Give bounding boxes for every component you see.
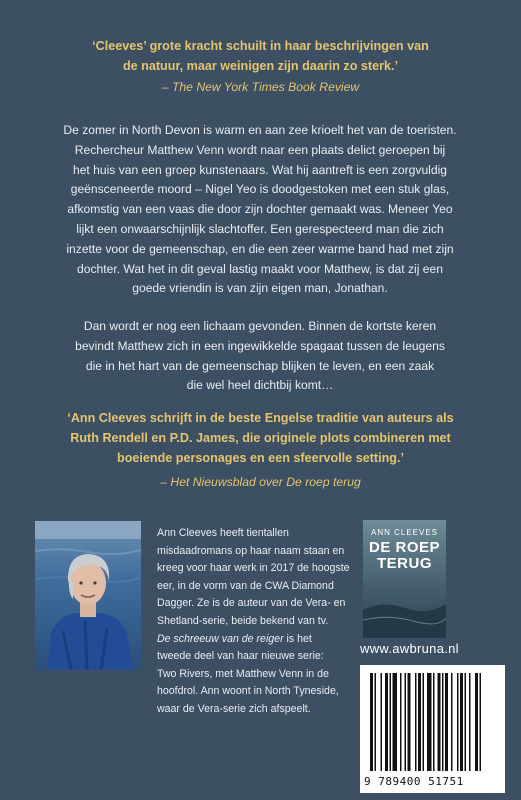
synopsis-line: De zomer in North Devon is warm en aan zee krioelt het van de toeristen.: [63, 123, 457, 137]
synopsis-line: bevindt Matthew zich in een ingewikkelde spagaat tussen de leugens: [75, 338, 445, 353]
quote-nieuwsblad-line: ‘Ann Cleeves schrijft in de beste Engelse traditie van auteurs als: [67, 411, 454, 425]
quote-nyt-line: de natuur, maar weinigen zijn daarin zo sterk.’: [122, 59, 399, 73]
synopsis-line: goede vriendin is van zijn eigen man, Jonathan.: [132, 281, 388, 296]
author-photo: [35, 521, 141, 670]
quote-nieuwsblad-line: boeiende personages en een sfeervolle setting.’: [117, 451, 404, 465]
barcode: [360, 665, 505, 793]
bio-line: [157, 631, 362, 649]
quote-nyt-attribution: [0, 78, 521, 96]
synopsis-line: die in het hart van de gemeenschap blijken te leven, en een zaak: [85, 358, 435, 373]
bio-line: Ann Cleeves heeft tientallen: [157, 527, 289, 539]
bio-line: tweede deel van haar nieuwe serie:: [157, 650, 324, 663]
synopsis-line: geënsceneerde moord – Nigel Yeo is doodgestoken met een stuk glas,: [70, 182, 450, 197]
barcode-bar: [405, 673, 407, 771]
barcode-bar: [442, 673, 444, 771]
barcode-bar: [438, 673, 441, 771]
attribution-text: – Het Nieuwsblad over De roep terug: [160, 475, 361, 489]
barcode-bar: [393, 673, 398, 771]
synopsis-line: Rechercheur Matthew Venn wordt naar een plaats delict geroepen bij: [74, 142, 446, 157]
bio-line: hoofdrol. Ann woont in North Tyneside,: [157, 685, 339, 698]
barcode-bar: [445, 673, 448, 771]
barcode-bar: [480, 673, 482, 771]
bio-line: Shetland-serie, beide bekend van tv.: [157, 614, 329, 627]
synopsis-line: inzette voor de gemeenschap, en die een zeer warme band had met zijn: [66, 241, 454, 256]
barcode-bar: [460, 673, 463, 771]
quote-nyt-line: ‘Cleeves’ grote kracht schuilt in haar beschrijvingen van: [92, 39, 429, 53]
barcode-bar: [415, 673, 417, 771]
barcode-bar: [408, 673, 411, 771]
author-bio: [157, 525, 362, 719]
barcode-bar: [418, 673, 421, 771]
bio-title-suffix: is het: [283, 632, 312, 645]
barcode-bar: [451, 673, 453, 771]
bio-book-title: De schreeuw van de reiger: [157, 632, 284, 645]
bio-line: kreeg voor haar werk in 2017 de hoogste: [157, 562, 350, 575]
quote-nieuwsblad-attribution: [0, 473, 521, 491]
synopsis-paragraph-2: [34, 317, 486, 396]
synopsis-line: dochter. Wat het in dit geval lastig maakt voor Matthew, is dat zij een: [77, 261, 443, 276]
barcode-bars: [360, 665, 505, 775]
quote-nieuwsblad: [0, 408, 521, 468]
barcode-bar: [457, 673, 459, 771]
bio-line: Dagger. Ze is de auteur van de Vera- en: [157, 597, 346, 610]
barcode-bar: [469, 673, 471, 771]
bio-line: misdaadromans op haar naam staan en: [157, 544, 345, 557]
barcode-bar: [385, 673, 388, 771]
barcode-bar: [390, 673, 392, 771]
cover-author: ANN CLEEVES: [370, 528, 439, 537]
barcode-bar: [370, 673, 373, 771]
barcode-digits: 9 789400 51751: [364, 775, 464, 788]
cover-thumbnail: [363, 520, 446, 638]
synopsis-paragraph-1: [34, 121, 486, 299]
synopsis-line: Dan wordt er nog een lichaam gevonden. Binnen de kortste keren: [83, 319, 437, 333]
attribution-source: The New York Times Book Review: [171, 80, 360, 94]
synopsis-line: die wel heel dichtbij komt…: [186, 378, 334, 393]
bio-line: waar de Vera-serie zich afspeelt.: [157, 702, 311, 715]
barcode-bar: [375, 673, 377, 771]
synopsis-line: lijkt een onwaarschijnlijk slachtoffer. Een gerespecteerd man die zich: [76, 221, 444, 236]
synopsis-line: afkomstig van een vaas die door zijn dochter gemaakt was. Meneer Yeo: [67, 202, 453, 217]
quote-nieuwsblad-line: Ruth Rendell en P.D. James, die originele plots combineren met: [70, 431, 451, 445]
publisher-website[interactable]: www.awbruna.nl: [360, 641, 459, 656]
barcode-bar: [465, 673, 467, 771]
quote-nyt: [0, 36, 521, 76]
barcode-bar: [400, 673, 402, 771]
cover-title-line2: TERUG: [377, 555, 432, 572]
barcode-bar: [381, 673, 383, 771]
bio-line: Two Rivers, met Matthew Venn in de: [157, 667, 329, 680]
barcode-bar: [423, 673, 425, 771]
barcode-bar: [475, 673, 478, 771]
cover-title-line1: DE ROEP: [368, 539, 440, 556]
synopsis-line: het huis van een groep kunstenaars. Wat hij aantreft is een zorgvuldig: [72, 162, 447, 177]
attribution-dash: –: [161, 80, 172, 94]
barcode-bar: [427, 673, 432, 771]
bio-line: eer, in de vorm van de CWA Diamond: [157, 579, 334, 592]
barcode-bar: [433, 673, 435, 771]
